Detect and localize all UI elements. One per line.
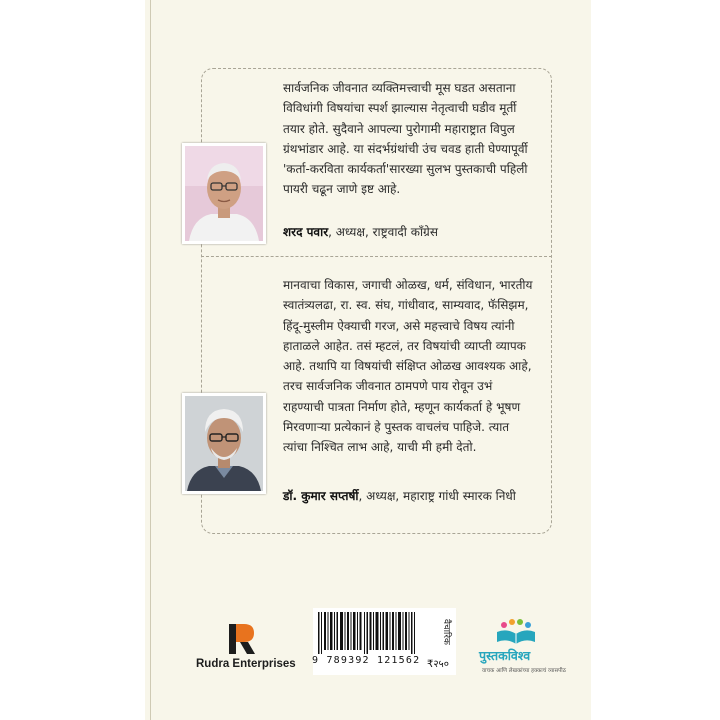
paragraph-line: 'कर्ता-करविता कार्यकर्ता'सारख्या सुलभ पुस्तकाची पहिली xyxy=(283,162,528,177)
paragraph-line: स्वातंत्र्यलढा, रा. स्व. संघ, गांधीवाद, साम्यवाद, फॅसिझम, xyxy=(283,298,529,313)
endorsement-paragraph-2 xyxy=(283,275,532,458)
paragraph-line: हाताळले आहेत. तसं म्हटलं, तर विषयांची व्याप्ती व्यापक xyxy=(283,338,526,353)
paragraph-line: राहण्याची पात्रता निर्माण होते, म्हणून कार्यकर्ता हे भूषण xyxy=(283,399,521,414)
endorser-2-signature xyxy=(283,487,516,504)
endorser-1-title: , अध्यक्ष, राष्ट्रवादी काँग्रेस xyxy=(328,225,438,239)
distributor-name: पुस्तकविश्व xyxy=(479,648,531,663)
barcode-icon xyxy=(318,612,422,654)
isbn-number: 9 789392 121562 xyxy=(312,655,421,666)
paragraph-line: विविधांगी विषयांचा स्पर्श झाल्यास नेतृत्वाची घडीव मूर्ती xyxy=(283,101,517,116)
open-book-people-logo-icon xyxy=(477,616,555,646)
paragraph-line: मानवाचा विकास, जगाची ओळख, धर्म, संविधान, भारतीय xyxy=(283,278,533,292)
paragraph-line: मिरवणाऱ्या प्रत्येकानं हे पुस्तक वाचलंच पाहिजे. त्यात xyxy=(283,420,510,435)
paragraph-line: तरच सार्वजनिक जीवनात ठामपणे पाय रोवून उभं xyxy=(283,379,493,394)
paragraph-line: ग्रंथभांडार आहे. या संदर्भग्रंथांची उंच चवड हाती घेण्यापूर्वी xyxy=(283,141,528,156)
endorsement-paragraph-1 xyxy=(283,78,528,200)
paragraph-line: पायरी चढून जाणे इष्ट आहे. xyxy=(283,182,401,197)
paragraph-line: हिंदू-मुस्लीम ऐक्याची गरज, असे महत्त्वाचे विषय त्यांनी xyxy=(283,318,515,333)
endorser-2-name: डॉ. कुमार सप्तर्षी xyxy=(283,489,359,503)
paragraph-line: त्यांचा निश्चित लाभ आहे, याची मी हमी देतो. xyxy=(283,440,477,455)
endorser-2-title: , अध्यक्ष, महाराष्ट्र गांधी स्मारक निधी xyxy=(358,489,516,503)
distributor-tagline: वाचक आणि लेखकांच्या हक्काचं व्यासपीठ xyxy=(482,668,566,674)
price-label: ₹२५० xyxy=(427,659,449,670)
category-label: वैचारिक xyxy=(441,619,451,645)
publisher-name: Rudra Enterprises xyxy=(196,658,296,670)
paragraph-line: सार्वजनिक जीवनात व्यक्तिमत्त्वाची मूस घडत असताना xyxy=(283,81,516,95)
spine-edge xyxy=(150,0,151,720)
endorser-1-signature xyxy=(283,223,438,240)
card-divider xyxy=(201,256,552,257)
paragraph-line: तयार होते. सुदैवाने आपल्या पुरोगामी महाराष्ट्रात विपुल xyxy=(283,121,515,136)
portrait-photo-icon xyxy=(182,143,266,244)
portrait-photo-icon xyxy=(182,393,266,494)
paragraph-line: आहे. तथापि या विषयांची संक्षिप्त ओळख आवश्यक आहे, xyxy=(283,359,532,374)
endorser-1-name: शरद पवार xyxy=(283,225,329,239)
r-letter-logo-icon xyxy=(227,622,257,656)
